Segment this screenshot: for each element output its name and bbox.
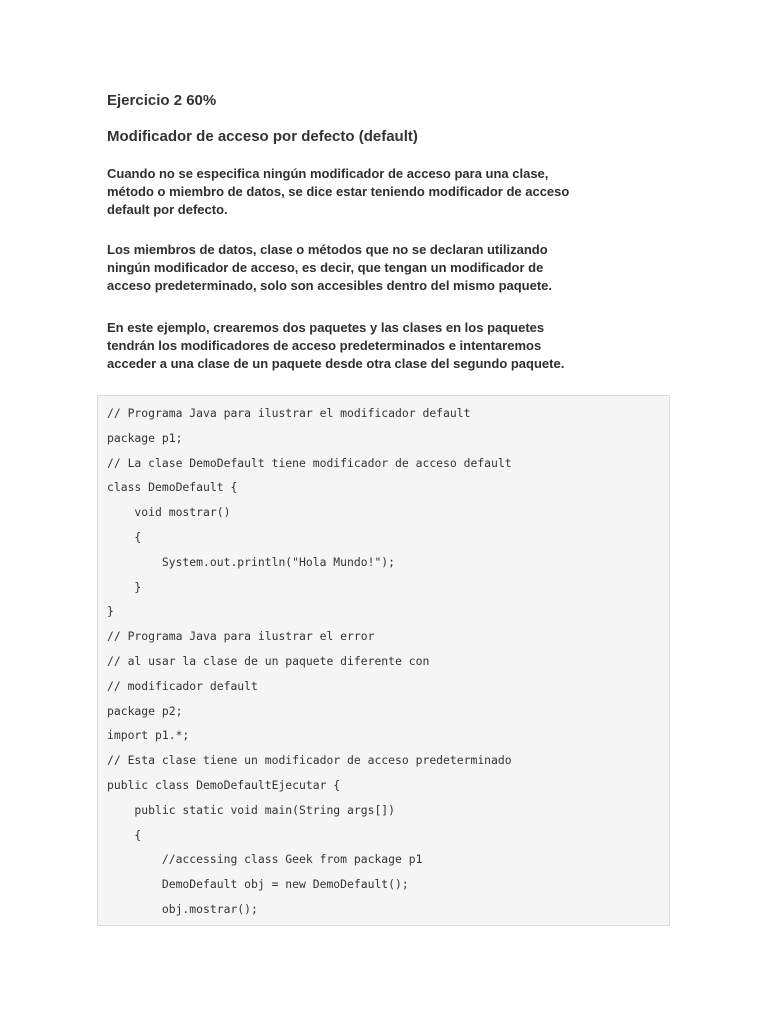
code-line: // Esta clase tiene un modificador de acceso predeterminado: [107, 753, 512, 768]
code-line: {: [107, 827, 142, 842]
code-line: // La clase DemoDefault tiene modificador de acceso default: [107, 455, 512, 470]
document-title: Ejercicio 2 60%: [107, 92, 217, 109]
code-line: import p1.*;: [107, 728, 190, 743]
code-line: DemoDefault obj = new DemoDefault();: [107, 877, 409, 892]
code-block: [97, 395, 670, 926]
paragraph-explanation: Los miembros de datos, clase o métodos que no se declaran utilizando ningún modificador de acceso, es decir, que tengan un modificador de acceso predeterminado, solo son accesibles dentro del mismo paquete.: [107, 242, 553, 293]
code-line: {: [107, 529, 142, 544]
code-line: class DemoDefault {: [107, 480, 238, 495]
code-line: }: [107, 579, 142, 594]
code-line: // Programa Java para ilustrar el error: [107, 629, 375, 644]
code-line: // al usar la clase de un paquete diferente con: [107, 653, 430, 668]
paragraph-example: En este ejemplo, crearemos dos paquetes y las clases en los paquetes tendrán los modificadores de acceso predeterminados e intentaremos acceder a una clase de un paquete desde otra clase del segundo paquete.: [107, 320, 565, 371]
code-line: //accessing class Geek from package p1: [107, 852, 423, 867]
code-line: void mostrar(): [107, 505, 231, 520]
code-lines: [98, 396, 669, 925]
code-line: public class DemoDefaultEjecutar {: [107, 777, 341, 792]
code-line: obj.mostrar();: [107, 901, 258, 916]
code-line: // Programa Java para ilustrar el modificador default: [107, 406, 471, 420]
paragraph-intro: Cuando no se especifica ningún modificador de acceso para una clase, método o miembro de datos, se dice estar teniendo modificador de acceso default por defecto.: [107, 166, 570, 217]
code-line: package p2;: [107, 703, 183, 718]
code-line: System.out.println("Hola Mundo!");: [107, 554, 396, 569]
code-line: package p1;: [107, 430, 183, 445]
code-line: public static void main(String args[]): [107, 802, 396, 817]
code-line: // modificador default: [107, 678, 258, 693]
code-line: }: [107, 604, 114, 619]
section-heading: Modificador de acceso por defecto (default): [107, 128, 418, 145]
